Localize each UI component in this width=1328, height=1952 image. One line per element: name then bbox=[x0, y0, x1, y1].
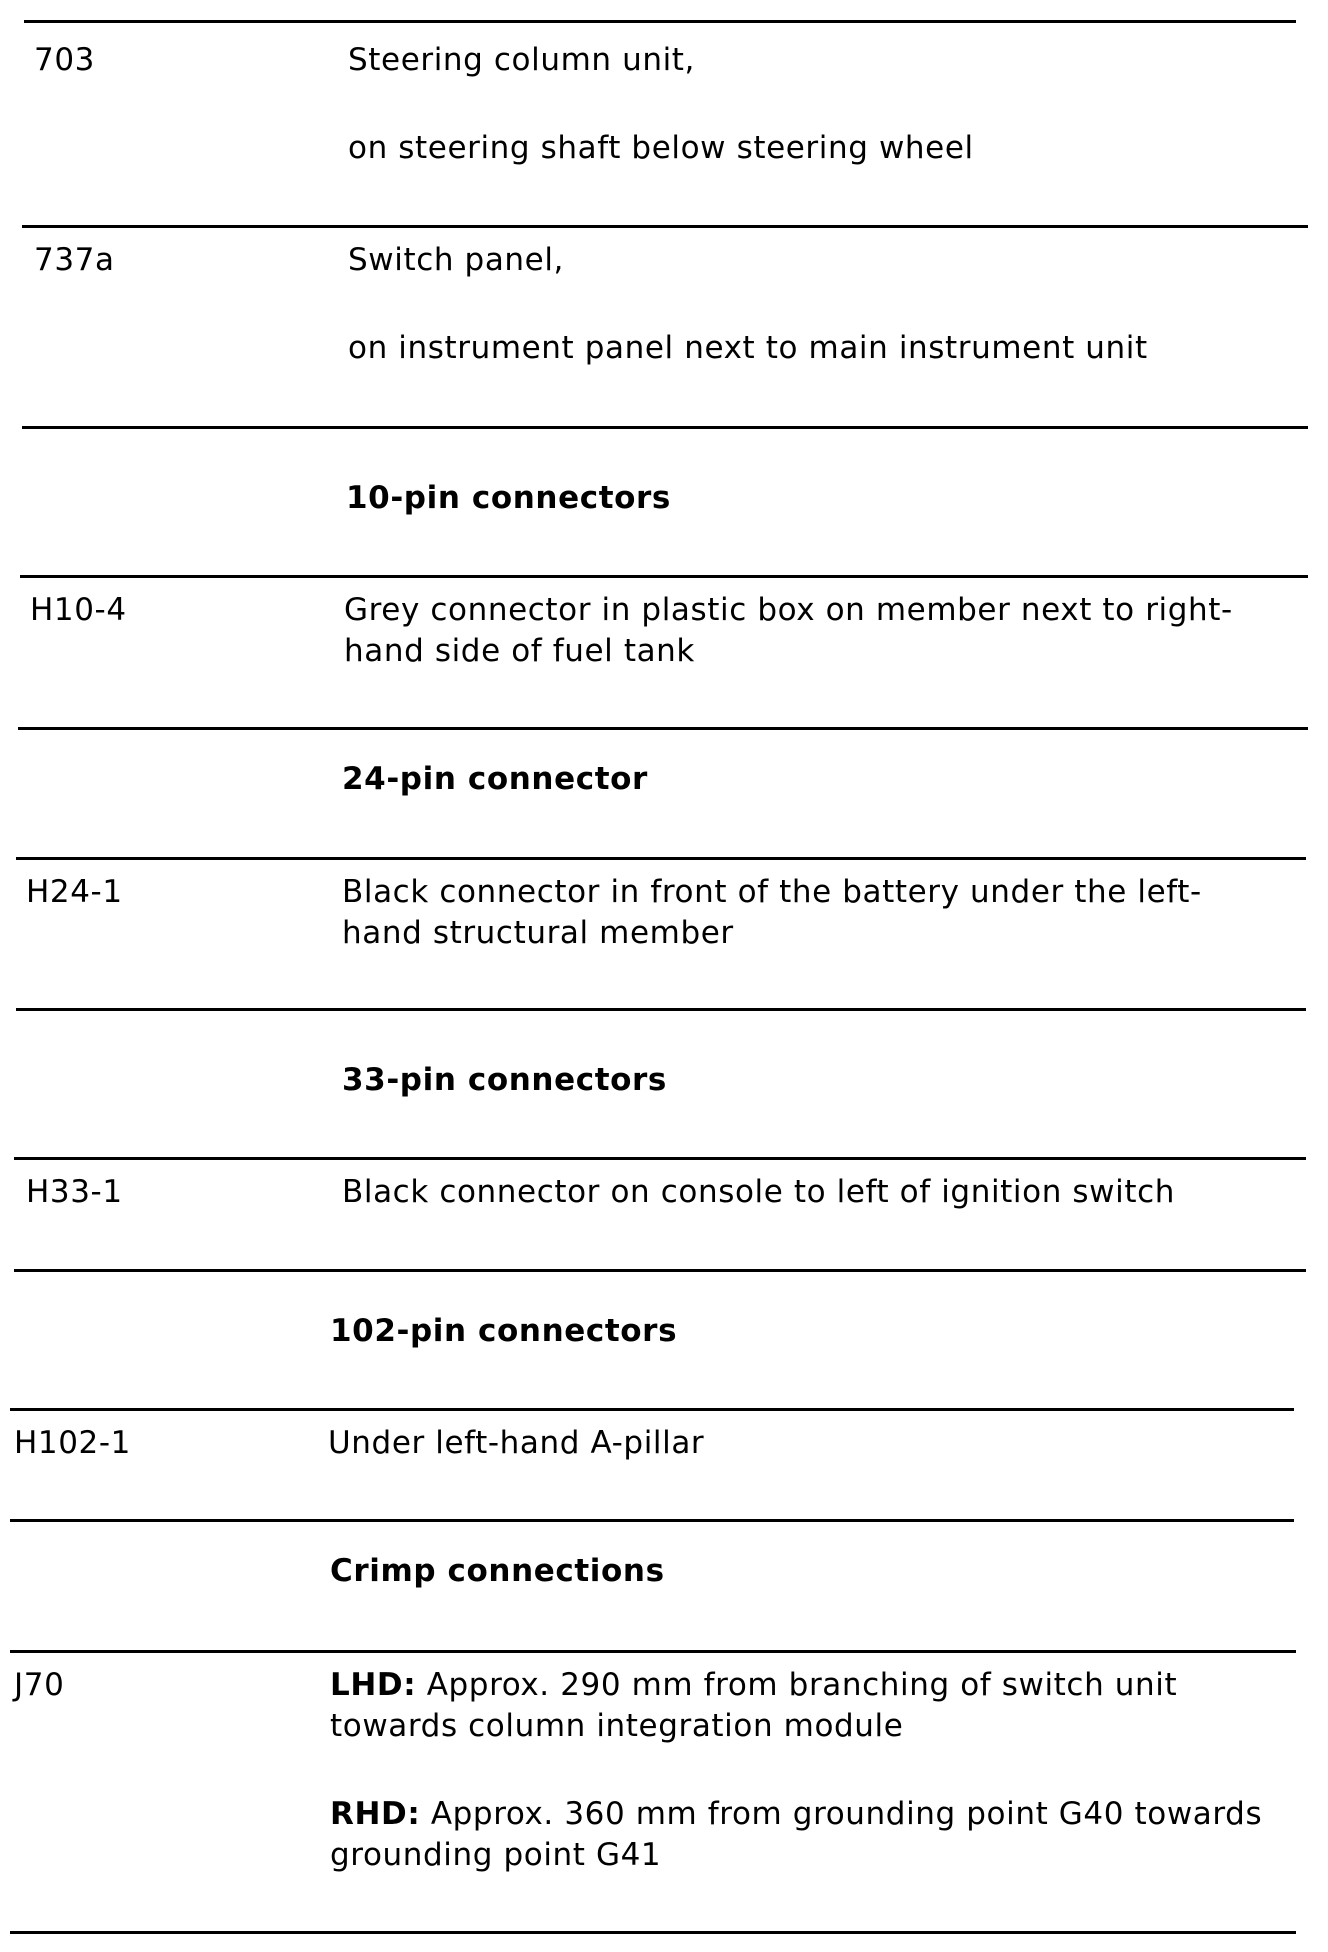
table-rule bbox=[20, 575, 1308, 578]
table-rule bbox=[22, 225, 1308, 228]
connector-code: H33-1 bbox=[26, 1174, 123, 1210]
component-description: Switch panel, bbox=[348, 242, 565, 278]
crimp-location-rhd bbox=[330, 1794, 1270, 1876]
connector-code: H24-1 bbox=[26, 874, 123, 910]
section-heading: 33-pin connectors bbox=[342, 1062, 667, 1098]
table-rule bbox=[14, 1269, 1306, 1272]
table-rule bbox=[16, 857, 1306, 860]
section-heading: 102-pin connectors bbox=[330, 1313, 678, 1349]
component-description: Steering column unit, bbox=[348, 42, 696, 78]
connector-location: Black connector in front of the battery under the left-hand structural member bbox=[342, 874, 1202, 951]
table-rule bbox=[14, 1157, 1306, 1160]
connector-location: Grey connector in plastic box on member next to right-hand side of fuel tank bbox=[344, 592, 1233, 669]
lhd-label: LHD: bbox=[330, 1667, 417, 1703]
table-rule bbox=[16, 1008, 1306, 1011]
connector-code: H102-1 bbox=[14, 1425, 131, 1461]
table-rule bbox=[10, 1650, 1296, 1653]
connector-location: Under left-hand A-pillar bbox=[328, 1425, 705, 1461]
component-code: 703 bbox=[34, 42, 95, 78]
rhd-text: Approx. 360 mm from grounding point G40 towards grounding point G41 bbox=[330, 1796, 1263, 1873]
component-code: 737a bbox=[34, 242, 115, 278]
table-rule bbox=[24, 20, 1296, 23]
table-rule bbox=[18, 727, 1308, 730]
lhd-text: Approx. 290 mm from branching of switch unit towards column integration module bbox=[330, 1667, 1178, 1744]
rhd-label: RHD: bbox=[330, 1796, 421, 1832]
section-heading: 24-pin connector bbox=[342, 761, 648, 797]
table-rule bbox=[10, 1408, 1294, 1411]
section-heading: Crimp connections bbox=[330, 1553, 665, 1589]
connector-code: J70 bbox=[14, 1667, 65, 1703]
component-location: on instrument panel next to main instrument unit bbox=[348, 330, 1148, 366]
table-rule bbox=[10, 1519, 1294, 1522]
table-rule bbox=[22, 426, 1308, 429]
component-location: on steering shaft below steering wheel bbox=[348, 130, 974, 166]
connector-location: Black connector on console to left of ignition switch bbox=[342, 1174, 1175, 1210]
connector-code: H10-4 bbox=[30, 592, 127, 628]
section-heading: 10-pin connectors bbox=[346, 480, 671, 516]
crimp-location-lhd bbox=[330, 1665, 1270, 1747]
table-rule bbox=[10, 1931, 1296, 1934]
